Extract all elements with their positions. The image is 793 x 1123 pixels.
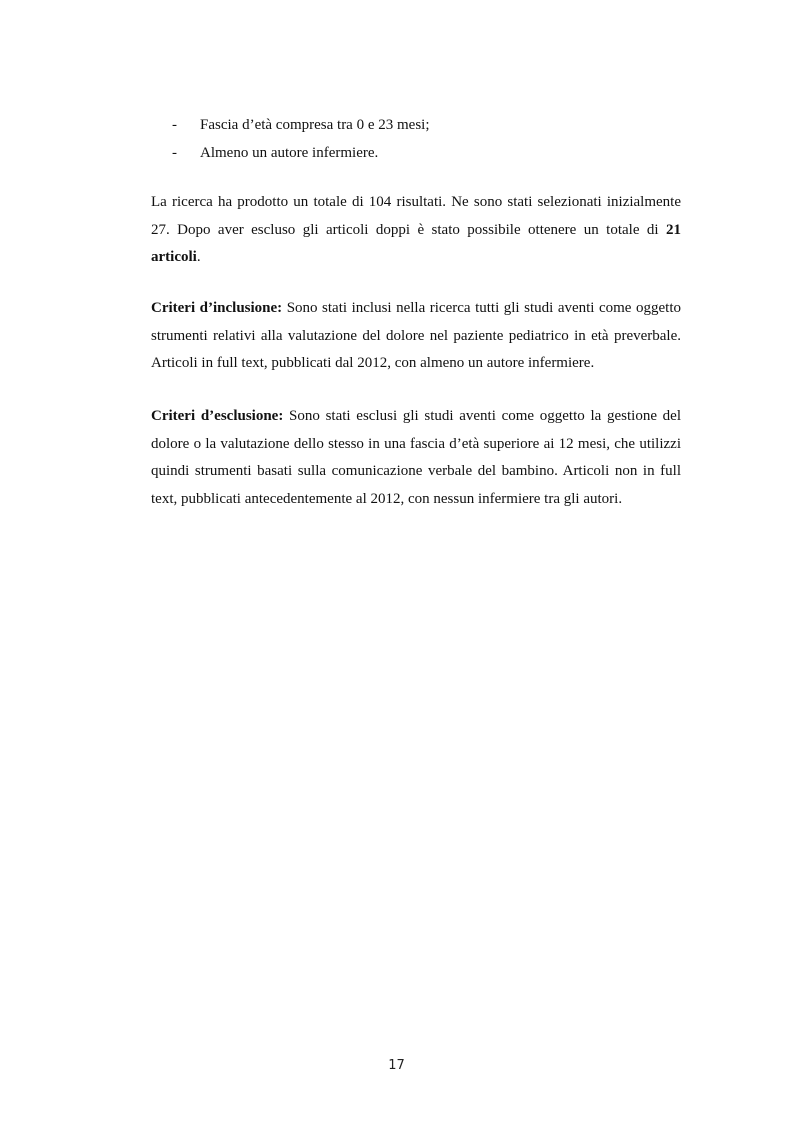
articles-count: 21 articoli — [151, 221, 681, 265]
exclusion-criteria-paragraph — [151, 403, 681, 513]
inclusion-label: Criteri d’inclusione: — [151, 300, 283, 316]
requirements-list — [172, 111, 692, 167]
bullet-dash: - — [172, 117, 177, 133]
results-end: . — [196, 249, 201, 265]
bullet-dash: - — [172, 145, 177, 161]
list-item — [172, 139, 692, 167]
page-number: 17 — [388, 1058, 405, 1073]
exclusion-text: Sono stati esclusi gli studi aventi come oggetto la gestione del dolore o la valutazione dello stesso in una fascia d’età superiore ai 12 mesi, che utilizzi quindi strumenti basati sulla comunicazione verbale del bambino. Articoli non in full text, pubblicati antecedentemente al 2012, con nessun infermiere tra gli autori. — [151, 408, 682, 507]
list-item — [172, 111, 692, 139]
inclusion-criteria-paragraph — [151, 295, 681, 378]
list-item-text: Almeno un autore infermiere. — [200, 145, 379, 161]
exclusion-label: Criteri d’esclusione: — [151, 408, 284, 424]
list-item-text: Fascia d’età compresa tra 0 e 23 mesi; — [200, 117, 430, 133]
inclusion-text: Sono stati inclusi nella ricerca tutti gli studi aventi come oggetto strumenti relativi alla valutazione del dolore nel paziente pediatrico in età preverbale. Articoli in full text, pubblicati dal 2012, con almeno un autore infermiere. — [151, 300, 681, 371]
results-paragraph — [151, 189, 681, 272]
results-text: La ricerca ha prodotto un totale di 104 risultati. Ne sono stati selezionati inizialmente 27. Dopo aver escluso gli articoli doppi è stato possibile ottenere un totale di — [151, 194, 681, 238]
